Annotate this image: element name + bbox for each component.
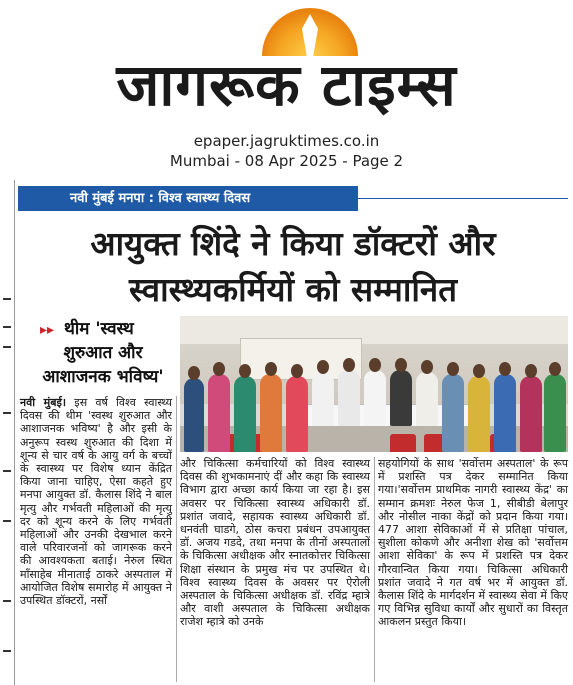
article-dateline: नवी मुंबई। (20, 396, 67, 409)
newspaper-title: जागरूक टाइम्स (116, 51, 457, 119)
article-column-1 (20, 396, 172, 607)
article-column-1-text: इस वर्ष विश्व स्वास्थ्य दिवस की थीम 'स्वस्थ शुरुआत और आशाजनक भविष्य' है और इसी के अनुरूप स्वस्थ शुरुआत की दिशा में शून्य से चार वर्ष के आयु वर्ग के बच्चों के स्वास्थ्य पर विशेष ध्यान केंद्रित किया जाना चाहिए, ऐसा कहते हुए मनपा आयुक्त डॉ. कैलास शिंदे ने बाल मृत्यु और गर्भवती महिलाओं की मृत्यु दर को शून्य करने के लिए गर्भवती महिलाओं और उनकी देखभाल करने वाले परिवारजनों को जागरूक करने की आवश्यकता बताई। नेरुल स्थित माँसाहेब मीनाताई ठाकरे अस्पताल में आयोजित विशेष समारोह में आयुक्त ने उपस्थित डॉक्टरों, नर्सों (20, 396, 172, 608)
article-column-3-text: सहयोगियों के साथ 'सर्वोत्तम अस्पताल' के रूप में प्रशस्ति पत्र देकर सम्मानित किया गया।'सर्वोत्तम प्राथमिक नागरी स्वास्थ्य केंद्र' का सम्मान क्रमशः नेरुल फेज 1, सीबीडी बेलापुर और नोसील नाका केंद्रों को प्रदान किया गया। 477 आशा सेविकाओं में से प्रतिक्षा पांचाल, सुशीला कोकणे और अनीशा शेख को 'सर्वोत्तम आशा सेविका' के रूप में प्रशस्ति पत्र देकर गौरवान्वित किया गया। चिकित्सा अधिकारी प्रशांत जवादे ने गत वर्ष भर में आयुक्त डॉ. कैलास शिंदे के मार्गदर्शन में स्वास्थ्य सेवा में किए गए विभिन्न सुविधा कार्यों और सुधारों का विस्तृत आकलन प्रस्तुत किया। (378, 457, 568, 629)
event-photo (180, 316, 568, 452)
column-divider (374, 457, 375, 682)
headline-line-2: स्वास्थ्यकर्मियों को सम्मानित (128, 270, 458, 309)
headline-line-1: आयुक्त शिंदे ने किया डॉक्टरों और (90, 224, 496, 263)
double-arrow-icon: ▸▸ (40, 322, 55, 338)
adjacent-column-edge (0, 180, 15, 685)
subhead-line-3: आशाजनक भविष्य' (42, 367, 164, 387)
article-column-2-text: और चिकित्सा कर्मचारियों को विश्व स्वास्थ्य दिवस की शुभकामनाएं दीं और कहा कि स्वास्थ्य विभाग द्वारा अच्छा कार्य किया जा रहा है। इस अवसर पर चिकित्सा स्वास्थ्य अधिकारी डॉ. प्रशांत जवादे, सहायक स्वास्थ्य अधिकारी डॉ. धनवंती घाडगे, ठोस कचरा प्रबंधन उपआयुक्त डॉ. अजय गडदे, तथा मनपा के तीनों अस्पतालों के चिकित्सा अधीक्षक और स्नातकोत्तर चिकित्सा शिक्षा संस्थान के प्रमुख मंच पर उपस्थित थे। विश्व स्वास्थ्य दिवस के अवसर पर ऐरोली अस्पताल के चिकित्सा अधीक्षक डॉ. रविंद्र म्हात्रे और वाशी अस्पताल के चिकित्सा अधीक्षक राजेश म्हात्रे को उनके (180, 457, 370, 629)
article-column-3 (378, 457, 568, 629)
masthead (0, 0, 573, 185)
edition-url: epaper.jagruktimes.co.in (193, 132, 380, 150)
subhead-line-1: थीम 'स्वस्थ (64, 319, 134, 339)
subhead-line-2: शुरुआत और (63, 343, 143, 363)
banner-rule (358, 198, 568, 199)
edition-date: Mumbai - 08 Apr 2025 - Page 2 (169, 152, 404, 170)
section-banner: नवी मुंबई मनपा : विश्व स्वास्थ्य दिवस (18, 186, 358, 211)
column-divider (176, 396, 177, 682)
sun-pen-logo-icon (262, 8, 358, 56)
article-column-2 (180, 457, 370, 629)
